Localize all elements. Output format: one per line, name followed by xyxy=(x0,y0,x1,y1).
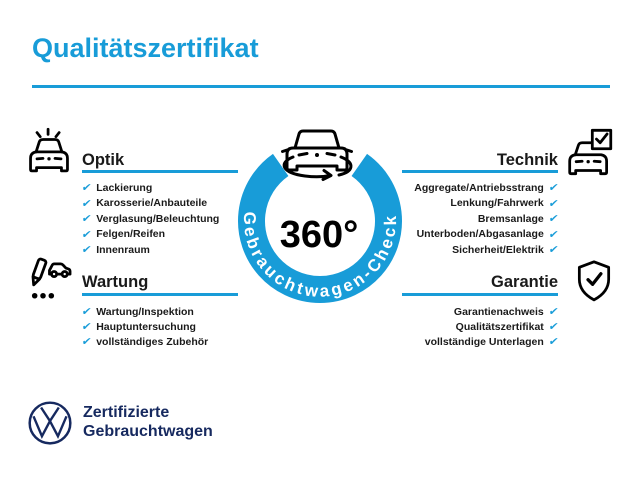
check-icon: ✔ xyxy=(547,212,560,226)
check-icon: ✔ xyxy=(80,212,93,226)
shield-check-icon xyxy=(572,258,616,306)
list-item xyxy=(414,180,558,196)
item-label: Garantienachweis xyxy=(453,305,544,318)
section-underline-technik xyxy=(402,170,558,173)
item-label: Bremsanlage xyxy=(477,212,544,225)
item-label: Wartung/Inspektion xyxy=(96,305,194,318)
list-item xyxy=(82,180,219,196)
check-icon: ✔ xyxy=(547,320,560,333)
brand-line1: Zertifizierte xyxy=(83,404,170,421)
item-label: Aggregate/Antriebsstrang xyxy=(414,181,544,194)
brand-wordmark xyxy=(83,403,213,441)
check-icon: ✔ xyxy=(547,305,560,318)
list-item xyxy=(478,211,558,227)
check-icon: ✔ xyxy=(80,181,93,195)
garantie-checklist xyxy=(425,304,558,349)
section-title-optik: Optik xyxy=(82,151,125,169)
section-underline-wartung xyxy=(82,293,238,296)
item-label: Qualitätszertifikat xyxy=(455,320,544,333)
check-icon: ✔ xyxy=(547,196,560,210)
list-item xyxy=(82,304,208,319)
section-title-garantie: Garantie xyxy=(491,273,558,291)
360-check-badge xyxy=(225,110,415,320)
vw-logo xyxy=(27,400,73,446)
check-icon: ✔ xyxy=(80,320,93,333)
car-rotation-icon xyxy=(283,131,352,180)
item-label: Lackierung xyxy=(96,181,153,194)
list-item xyxy=(454,304,558,319)
item-label: Karosserie/Anbauteile xyxy=(96,197,208,210)
check-icon: ✔ xyxy=(80,243,93,257)
section-underline-garantie xyxy=(402,293,558,296)
check-icon: ✔ xyxy=(80,305,93,318)
item-label: Unterboden/Abgasanlage xyxy=(416,228,544,241)
shiny-car-icon xyxy=(25,126,73,176)
list-item xyxy=(450,196,558,212)
check-icon: ✔ xyxy=(547,335,560,348)
item-label: vollständiges Zubehör xyxy=(96,335,209,348)
item-label: Verglasung/Beleuchtung xyxy=(96,212,220,225)
list-item xyxy=(82,334,208,349)
optik-checklist xyxy=(82,180,219,258)
page-title: Qualitätszertifikat xyxy=(32,33,259,63)
check-icon: ✔ xyxy=(547,181,560,195)
section-title-wartung: Wartung xyxy=(82,273,149,291)
check-icon: ✔ xyxy=(80,335,93,348)
header-divider xyxy=(32,85,610,88)
wartung-checklist xyxy=(82,304,208,349)
item-label: vollständige Unterlagen xyxy=(424,335,544,348)
check-icon: ✔ xyxy=(80,227,93,241)
technik-checklist xyxy=(414,180,558,258)
badge-ring-label: Gebrauchtwagen-Check xyxy=(239,211,401,302)
section-title-technik: Technik xyxy=(496,151,558,169)
item-label: Innenraum xyxy=(96,243,150,256)
badge-degree-label: 360° xyxy=(279,214,359,256)
item-label: Sicherheit/Elektrik xyxy=(452,243,544,256)
section-underline-optik xyxy=(82,170,238,173)
list-item xyxy=(82,211,219,227)
check-icon: ✔ xyxy=(547,227,560,241)
list-item xyxy=(417,227,558,243)
list-item xyxy=(82,196,219,212)
list-item xyxy=(82,227,219,243)
item-label: Felgen/Reifen xyxy=(96,228,166,241)
brand-line2: Gebrauchtwagen xyxy=(83,423,213,440)
item-label: Lenkung/Fahrwerk xyxy=(450,197,544,210)
check-icon: ✔ xyxy=(547,243,560,257)
list-item xyxy=(82,319,208,334)
item-label: Hauptuntersuchung xyxy=(96,320,196,333)
service-checklist-icon xyxy=(25,256,73,306)
list-item xyxy=(452,242,558,258)
car-checkbox-icon xyxy=(566,127,614,177)
list-item xyxy=(425,334,558,349)
list-item xyxy=(456,319,558,334)
list-item xyxy=(82,242,219,258)
check-icon: ✔ xyxy=(80,196,93,210)
